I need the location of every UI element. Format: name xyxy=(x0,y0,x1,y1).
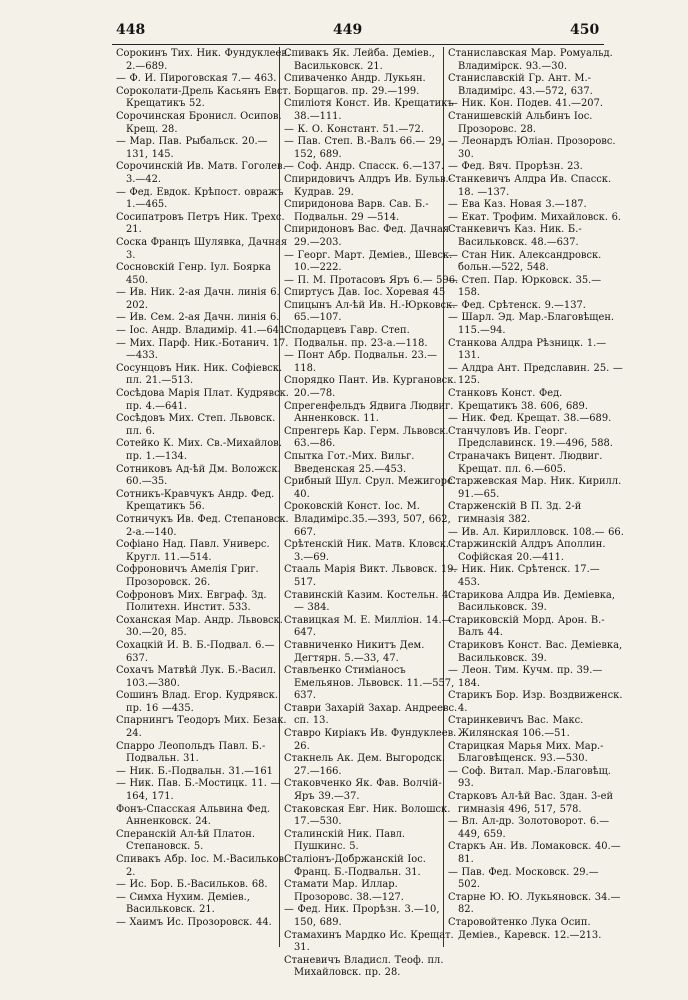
directory-entry: Софроновичъ Амелія Григ. Прозоровск. 26. xyxy=(116,564,259,588)
directory-entry: Старовойтенко Лука Осип. Деміев., Каревск. 12.—213. xyxy=(448,916,602,941)
directory-entry: — Соф. Андр. Спасск. 6.—137. xyxy=(284,161,445,173)
directory-entry: Соханская Мар. Андр. Львовск. 30.—20, 85. xyxy=(116,614,283,639)
directory-entry: Стаковская Евг. Ник. Волошск. 17.—530. xyxy=(284,803,451,828)
directory-entry: Станишевскій Альбинъ Іос. Прозоровс. 28. xyxy=(448,110,593,135)
directory-entry: Фонъ-Спасская Альвина Фед. Анненковск. 24. xyxy=(116,803,270,828)
directory-column-1 xyxy=(116,48,292,954)
directory-entry: Сороколати-Дрель Касьянъ Евст. Крещатикъ 52. xyxy=(116,85,291,110)
directory-entry: Стамахинъ Мардко Ис. Крещат. 31. xyxy=(284,929,454,954)
directory-entry: — Фед. Евдок. Крѣпост. овражъ 1.—465. xyxy=(116,186,284,211)
directory-entry: Ставниченко Никитъ Дем. Дегтярн. 5.—33, 47. xyxy=(284,639,425,664)
directory-entry: Соска Францъ Шулявка, Дачная 3. xyxy=(116,236,288,261)
directory-entry: — Вл. Ал-др. Золотоворот. 6.— 449, 659. xyxy=(448,816,610,840)
directory-entry: Ставинскій Казим. Костельн. 4.— 384. xyxy=(284,589,452,614)
directory-entry: Станиславскій Гр. Ант. М.-Владимірс. 43.—572, 637. xyxy=(448,73,593,97)
directory-entry: Сотникъ-Кравчукъ Андр. Фед. Крещатикъ 56. xyxy=(116,488,275,513)
directory-entry: — Фед. Срѣтенск. 9.—137. xyxy=(448,299,586,311)
directory-entry: Старженскій В П. Зд. 2-й гимназія 382. xyxy=(448,501,582,525)
directory-entry: — Ник. Кон. Подев. 41.—207. xyxy=(448,98,603,110)
directory-entry: Станкова Алдра Рѣзницк. 1.— 131. xyxy=(448,337,607,362)
directory-entry: Страначакъ Вицент. Людвиг. Крещат. пл. 6.—605. xyxy=(448,451,603,475)
directory-entry: — Пав. Фед. Московск. 29.— 502. xyxy=(448,866,599,891)
directory-entry: Спиваченко Андр. Лукьян. Борщагов. пр. 29.—199. xyxy=(284,73,426,97)
directory-entry: Сотейко К. Мих. Св.-Михайлов. пр. 1.—134. xyxy=(116,438,282,462)
directory-entry: Сподарцевъ Гавр. Степ. Подвальн. пр. 23-а.—118. xyxy=(284,325,428,349)
directory-entry: — Ева Каз. Новая 3.—187. xyxy=(448,199,587,211)
directory-entry: — Ник. Фед. Крещат. 38.—689. xyxy=(448,413,612,425)
directory-entry: — Фед. Ник. Прорѣзн. 3.—10, 150, 689. xyxy=(284,904,440,928)
directory-entry: Стављенко Стиміаносъ Емельянов. Львовск. 11.—557, 637. xyxy=(284,665,455,702)
directory-entry: Спарро Леопольдъ Павл. Б.-Подвальн. 31. xyxy=(116,740,266,765)
directory-entry: Спиліотя Конст. Ив. Крещатикъ 38.—111. xyxy=(284,98,454,122)
directory-entry: — Ис. Бор. Б.-Васильков. 68. xyxy=(116,879,268,891)
directory-entry: Станкевичъ Каз. Ник. Б.-Васильковск. 48.—637. xyxy=(448,224,582,248)
directory-entry: Старикъ Бор. Изр. Воздвиженск. 4. xyxy=(448,690,623,714)
directory-entry: Стариковъ Конст. Вас. Деміевка, Васильковск. 39. xyxy=(448,639,623,664)
directory-entry: — Соф. Витал. Мар.-Благовѣщ. 93. xyxy=(448,765,611,790)
directory-entry: Спиридонова Варв. Сав. Б.-Подвальн. 29 —514. xyxy=(284,199,429,223)
directory-entry: Спиртусъ Дав. Іос. Хоревая 45 xyxy=(284,287,446,299)
page-number-middle: 449 xyxy=(333,22,363,38)
directory-entry: — Алдра Ант. Предславин. 25. —125. xyxy=(448,362,623,387)
directory-entry: Сосновскій Генр. Іул. Боярка 450. xyxy=(116,262,271,286)
directory-entry: — Георг. Март. Деміев., Шевск. 10.—222. xyxy=(284,249,453,274)
directory-entry: — Пав. Степ. В.-Валъ 66.— 29, 152, 689. xyxy=(284,136,445,160)
directory-entry: Старицкая Марья Мих. Мар.-Благовѣщенск. 93.—530. xyxy=(448,740,604,765)
directory-entry: Спивакъ Як. Лейба. Деміев., Васильковск. 21. xyxy=(284,48,435,72)
directory-entry: Сталіонъ-Добржанскій Іос. Франц. Б.-Подвальн. 31. xyxy=(284,854,426,878)
directory-entry: Спицынъ Ал-ѣй Ив. Н.-Юрковск. 65.—107. xyxy=(284,299,456,324)
directory-entry: Сохачъ Матвѣй Лук. Б.-Васил. 103.—380. xyxy=(116,665,277,689)
directory-entry: Срѣтенскій Ник. Матв. Кловск. 3.—69. xyxy=(284,539,450,563)
directory-entry: Сорокинъ Тих. Ник. Фундуклеев. 2.—689. xyxy=(116,48,290,72)
header-rule xyxy=(112,44,604,45)
directory-entry: Станкевичъ Алдра Ив. Спасск. 18. —137. xyxy=(448,173,612,198)
directory-entry: Ставро Киріакъ Ив. Фундуклеев. 26. xyxy=(284,728,457,752)
directory-entry: — Екат. Трофим. Михайловск. 6. xyxy=(448,211,622,223)
directory-entry: Стаковченко Як. Фав. Волчій-Яръ 39.—37. xyxy=(284,778,442,803)
directory-entry: Сосунцовъ Ник. Ник. Софіевск. пл. 21.—513. xyxy=(116,362,283,387)
directory-entry: Софроновъ Мих. Евграф. Зд. Политехн. Инстит. 533. xyxy=(116,589,267,614)
directory-entry: — Фед. Вяч. Прорѣзн. 23. xyxy=(448,161,583,173)
directory-entry: — Понт Абр. Подвальн. 23.— 118. xyxy=(284,350,437,374)
directory-entry: Стааль Марія Викт. Львовск. 19. 517. xyxy=(284,564,457,588)
directory-entry: Старикова Алдра Ив. Деміевка, Васильковск. 39. xyxy=(448,589,615,614)
directory-entry: Сосѣдова Марія Плат. Кудрявск. пр. 4.—641. xyxy=(116,388,289,412)
directory-entry: — Ив. Ал. Кирилловск. 108.— 66. xyxy=(448,526,624,538)
directory-entry: — Ник. Б.-Подвальн. 31.—161 xyxy=(116,765,273,777)
directory-entry: Сорочинская Бронисл. Осипов. Крещ. 28. xyxy=(116,110,282,135)
directory-entry: Сосипатровъ Петръ Ник. Трехс. 21. xyxy=(116,211,285,236)
directory-entry: Стамати Мар. Иллар. Прозоровс. 38.—127. xyxy=(284,879,404,903)
directory-entry: Ставри Захарій Захар. Андреевс. сп. 13. xyxy=(284,702,458,727)
directory-entry: Сотниковъ Ад-ѣй Дм. Воложск. 60.—35. xyxy=(116,463,281,488)
directory-entry: Старжевская Мар. Ник. Кирилл. 91.—65. xyxy=(448,476,622,500)
directory-column-3 xyxy=(448,48,624,954)
directory-entry: — Степ. Пар. Юрковск. 35.— 158. xyxy=(448,274,602,299)
directory-entry: — Мих. Парф. Ник.-Ботанич. 17.—433. xyxy=(116,337,289,362)
directory-entry: — Леонардъ Юліан. Прозоровс. 30. xyxy=(448,136,616,160)
directory-entry: Сосѣдовъ Мих. Степ. Львовск. пл. 6. xyxy=(116,413,276,437)
directory-entry: — Леон. Тим. Кучм. пр. 39.— 184. xyxy=(448,665,603,689)
page-number-left: 448 xyxy=(116,22,146,38)
directory-entry: Спрегенфельдъ Ядвига Людвиг. Анненковск. 11. xyxy=(284,400,454,425)
directory-entry: Старинкевичъ Вас. Макс. Жилянская 106.—51. xyxy=(448,715,584,740)
directory-entry: — Симха Нухим. Деміев., Васильковск. 21. xyxy=(116,891,250,916)
directory-entry: — Мар. Пав. Рыбальск. 20.— 131, 145. xyxy=(116,136,268,160)
directory-entry: — Ф. И. Пироговская 7.— 463. xyxy=(116,73,277,85)
directory-entry: Старжинскій Алдръ Аполлин. Софійская 20.—411. xyxy=(448,539,606,563)
directory-entry: Станиславская Мар. Ромуальд. Владимірск. 93.—30. xyxy=(448,48,613,72)
directory-entry: — П. М. Протасовъ Яръ 6.— 596. xyxy=(284,274,459,286)
directory-entry: Спарнингъ Теодоръ Мих. Безак. 24. xyxy=(116,715,287,740)
directory-entry: Станчуловъ Ив. Георг. Предславинск. 19.—496, 588. xyxy=(448,425,613,450)
directory-entry: Срибный Шул. Срул. Межигорс. 40. xyxy=(284,476,456,500)
directory-entry: — Ник. Пав. Б.-Мостицк. 11. —164, 171. xyxy=(116,778,281,803)
directory-entry: — Шарл. Эд. Мар.-Благовѣщен. 115.—94. xyxy=(448,312,615,337)
directory-entry: Сохацкій И. В. Б.-Подвал. 6.— 637. xyxy=(116,639,275,664)
directory-entry: Спытка Гот.-Мих. Вильг. Введенская 25.—453. xyxy=(284,451,415,475)
directory-entry: Спорядко Пант. Ив. Кургановск. 20.—78. xyxy=(284,375,457,400)
directory-entry: Сроковскій Конст. Іос. М. Владимірс.35.—393, 507, 662, 667. xyxy=(284,501,451,538)
directory-entry: Спренгерь Кар. Герм. Львовск. 63.—86. xyxy=(284,425,449,450)
directory-entry: Стариковскій Морд. Арон. В.-Валъ 44. xyxy=(448,614,605,639)
directory-entry: — Хаимъ Ис. Прозоровск. 44. xyxy=(116,916,272,928)
directory-entry: Спивакъ Абр. Іос. М.-Васильков. 2. xyxy=(116,854,288,878)
directory-entry: Ставицкая М. Е. Милліон. 14.— 647. xyxy=(284,614,452,639)
directory-entry: Станковъ Конст. Фед. Крещатикъ 38. 606, 689. xyxy=(448,388,588,412)
directory-entry: Старкъ Ан. Ив. Ломаковск. 40.— 81. xyxy=(448,841,621,865)
directory-entry: Сталинскій Ник. Павл. Пушкинс. 5. xyxy=(284,828,406,853)
directory-entry: Старковъ Ал-ѣй Вас. Здан. 3-ей гимназія 496, 517, 578. xyxy=(448,791,614,815)
directory-entry: Спиридовичъ Алдръ Ив. Бульв.-Кудрав. 29. xyxy=(284,173,453,198)
directory-entry: — К. О. Констант. 51.—72. xyxy=(284,123,424,135)
directory-entry: Сорочинскій Ив. Матв. Гоголев. 3.—42. xyxy=(116,161,286,185)
directory-entry: Софіано Над. Павл. Универс. Кругл. 11.—514. xyxy=(116,539,270,563)
directory-entry: Старне Ю. Ю. Лукьяновск. 34.— 82. xyxy=(448,891,621,916)
directory-entry: — Стан Ник. Александровск. больн.—522, 548. xyxy=(448,249,602,274)
directory-entry: Сотничукъ Ив. Фед. Степановск. 2-а.—140. xyxy=(116,513,289,538)
directory-entry: — Іос. Андр. Владимір. 41.—641. xyxy=(116,325,289,337)
directory-entry: Сошинъ Влад. Егор. Кудрявск. пр. 16 —435. xyxy=(116,690,278,714)
directory-entry: — Ив. Сем. 2-ая Дачн. линія 6. xyxy=(116,312,280,324)
directory-entry: Спиридоновъ Вас. Фед. Дачная 29.—203. xyxy=(284,224,450,248)
page-number-right: 450 xyxy=(570,22,600,38)
directory-column-2 xyxy=(284,48,460,979)
directory-entry: — Ник. Ник. Срѣтенск. 17.— 453. xyxy=(448,564,600,588)
directory-entry: — Ив. Ник. 2-ая Дачн. линія 6. 202. xyxy=(116,287,280,311)
directory-entry: Стакнель Ак. Дем. Выгородск. 27.—166. xyxy=(284,753,445,777)
directory-entry: Сперанскій Ал-ѣй Платон. Степановск. 5. xyxy=(116,828,256,853)
directory-entry: Станевичъ Владисл. Теоф. пл. Михайловск. пр. 28. xyxy=(284,954,444,979)
